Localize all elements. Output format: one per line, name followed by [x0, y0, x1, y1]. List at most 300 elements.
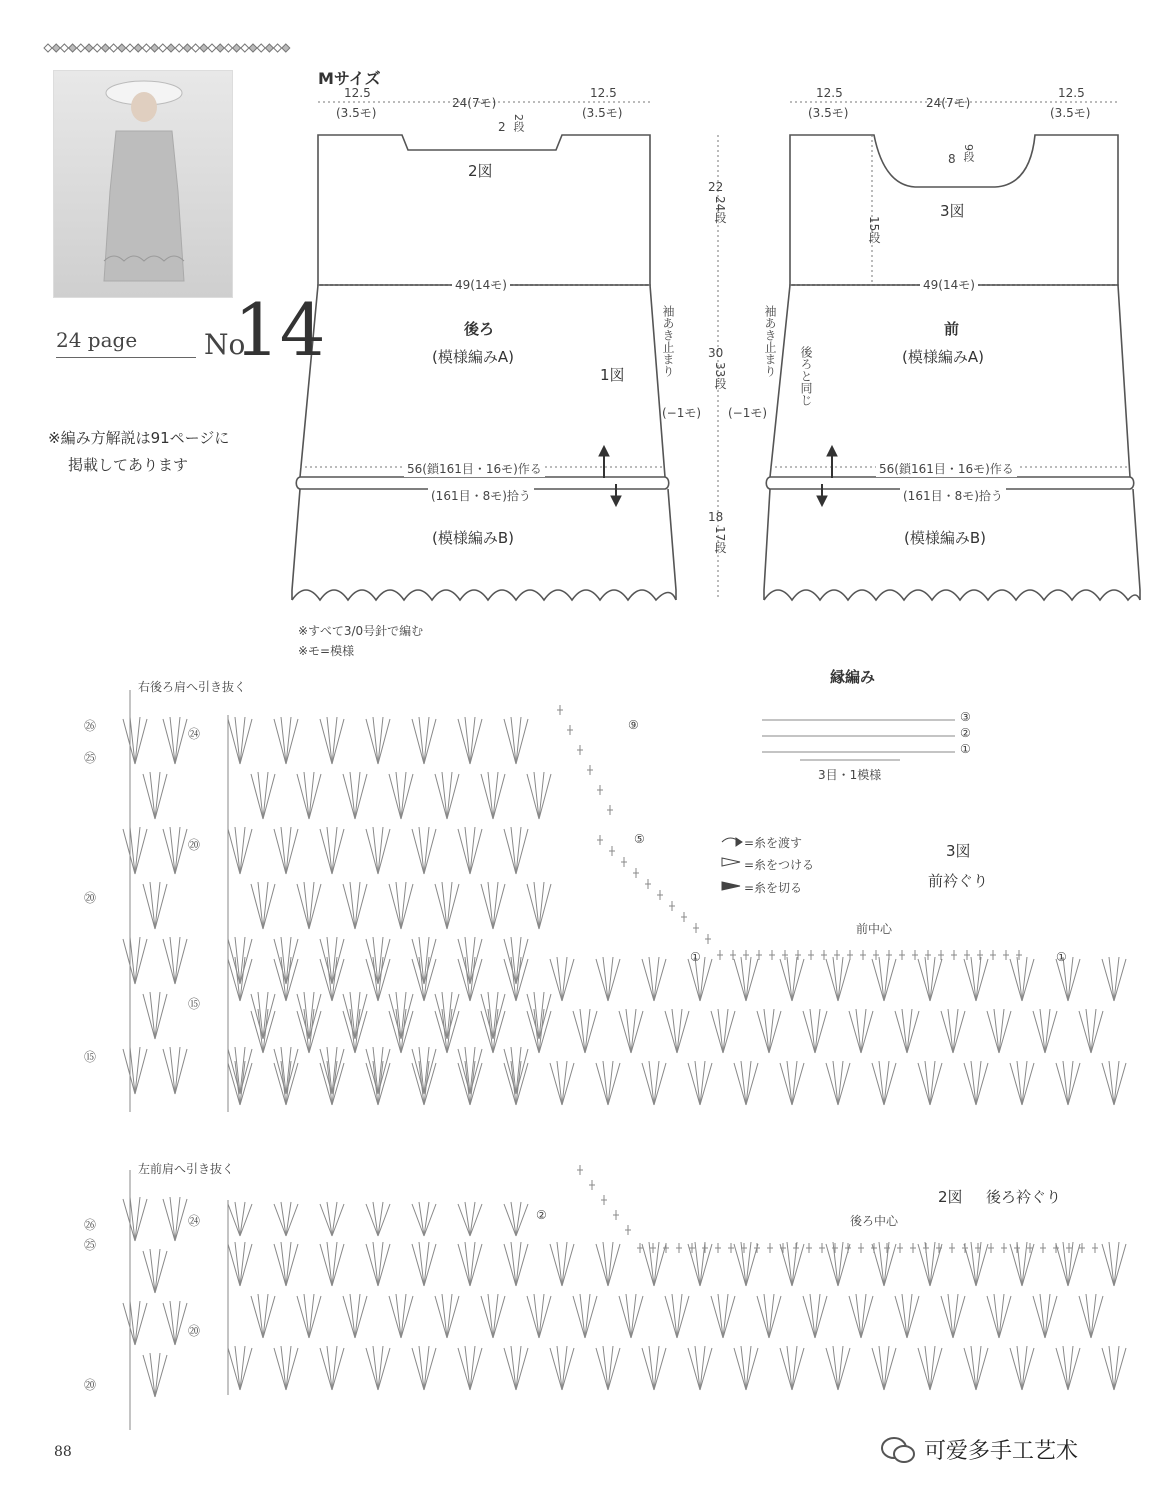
single-crochet-mark [962, 1243, 968, 1253]
front-width-right-mo: (3.5モ) [1050, 106, 1091, 120]
single-crochet-mark [951, 950, 957, 960]
body-height: 30 [708, 346, 724, 360]
single-crochet-mark [860, 950, 866, 960]
stitch-fan [642, 1346, 666, 1390]
border-diamond [192, 44, 200, 52]
border-diamond [126, 44, 134, 52]
stitch-fan [734, 957, 758, 1001]
stitch-fan [320, 1202, 344, 1236]
single-crochet-mark [1003, 950, 1009, 960]
stitch-fan [964, 957, 988, 1001]
stitch-fan [251, 992, 275, 1039]
stitch-fan [665, 1009, 689, 1053]
border-diamond [151, 44, 159, 52]
stitch-fan [527, 772, 551, 819]
back-pattern-a: (模様編みA) [432, 348, 514, 366]
single-crochet-mark [657, 890, 663, 900]
stitch-fan [274, 1202, 298, 1236]
stitch-fan [757, 1009, 781, 1053]
front-neck-rows: 9段 [962, 144, 975, 162]
fig2-mark-2: ② [536, 1208, 547, 1222]
stitch-fan [366, 717, 390, 764]
decorative-border [44, 44, 290, 52]
single-crochet-mark [847, 950, 853, 960]
single-crochet-mark [988, 1243, 994, 1253]
stitch-fan [163, 1197, 187, 1241]
front-chain: 56(鎖161目・16モ)作る [876, 460, 1017, 477]
border-diamond [159, 44, 167, 52]
edging-repeat: 3目・1模様 [818, 768, 882, 782]
stitch-fan [435, 1294, 459, 1338]
stitch-fan [274, 937, 298, 984]
stitch-fan [458, 1061, 482, 1105]
single-crochet-mark [795, 950, 801, 960]
border-diamond [175, 44, 183, 52]
stitch-fan [918, 1061, 942, 1105]
fig3-center: 前中心 [856, 922, 893, 936]
single-crochet-mark [597, 835, 603, 845]
back-chain: 56(鎖161目・16モ)作る [404, 460, 545, 477]
stitch-fan [481, 992, 505, 1039]
border-diamond [110, 44, 118, 52]
single-crochet-mark [607, 805, 613, 815]
stitch-fan [734, 1346, 758, 1390]
stitch-fan [228, 937, 252, 984]
single-crochet-mark [587, 765, 593, 775]
stitch-fan [1102, 1346, 1126, 1390]
fig3-subtitle: 前衿ぐり [928, 872, 989, 890]
stitch-fan [504, 1346, 528, 1390]
model-figure [54, 71, 232, 297]
single-crochet-mark [767, 1243, 773, 1253]
stitch-fan [458, 957, 482, 1001]
stitch-fan [711, 1009, 735, 1053]
stitch-fan [123, 717, 147, 764]
border-diamond [208, 44, 216, 52]
stitch-fan [123, 827, 147, 874]
stitch-fan [550, 957, 574, 1001]
single-crochet-mark [938, 950, 944, 960]
stitch-fan [435, 992, 459, 1039]
border-diamond [200, 44, 208, 52]
stitch-fan [527, 1009, 551, 1053]
border-diamond [77, 44, 85, 52]
back-title: 後ろ [464, 320, 495, 338]
front-width-mid: 24(7モ) [926, 96, 971, 110]
stitch-fan [389, 772, 413, 819]
pattern-number: 14 [234, 288, 326, 372]
single-crochet-mark [780, 1243, 786, 1253]
stitch-fan [320, 937, 344, 984]
stitch-fan [412, 1242, 436, 1286]
single-crochet-mark [730, 950, 736, 960]
stitch-fan [550, 1061, 574, 1105]
stitch-fan [343, 1294, 367, 1338]
stitch-fan [320, 827, 344, 874]
stitch-fan [366, 957, 390, 1001]
stitch-fan [596, 1242, 620, 1286]
fig2-ref: 2図 [468, 162, 493, 180]
single-crochet-mark [589, 1180, 595, 1190]
single-crochet-mark [715, 1243, 721, 1253]
border-diamond [134, 44, 142, 52]
stitch-fan [228, 1047, 252, 1094]
single-crochet-mark [1092, 1243, 1098, 1253]
note-line1: ※編み方解説は91ページに [48, 429, 230, 447]
stitch-fan [504, 937, 528, 984]
watermark-text: 可爱多手工艺术 [924, 1439, 1079, 1464]
stitch-fan [1102, 957, 1126, 1001]
stitch-fan [251, 1294, 275, 1338]
stitch-fan [297, 1294, 321, 1338]
stitch-fan [389, 992, 413, 1039]
single-crochet-mark [834, 950, 840, 960]
fig2-row-25: ㉕ [84, 1238, 97, 1252]
single-crochet-mark [897, 1243, 903, 1253]
stitch-fan [1102, 1242, 1126, 1286]
stitch-fan [143, 992, 167, 1039]
edging-row-3: ③ [960, 710, 971, 724]
stitch-fan [780, 1061, 804, 1105]
stitch-fan [412, 1061, 436, 1105]
fig3-row-15-right: ⑮ [188, 997, 201, 1011]
minus-left: (−1モ) [662, 406, 702, 420]
stitch-fan [228, 1202, 252, 1236]
stitch-fan [573, 1294, 597, 1338]
stitch-fan [228, 717, 252, 764]
single-crochet-mark [705, 934, 711, 944]
stitch-fan [389, 1294, 413, 1338]
stitch-fan [412, 1346, 436, 1390]
border-diamond [142, 44, 150, 52]
stitch-fan [1010, 1061, 1034, 1105]
stitch-fan [872, 957, 896, 1001]
note-needle: ※すべて3/0号針で編む [298, 624, 424, 638]
stitch-fan [642, 1242, 666, 1286]
stitch-fan [274, 957, 298, 1001]
fig3-row-15-left: ⑮ [84, 1050, 97, 1064]
back-pattern-b: (模様編みB) [432, 529, 514, 547]
stitch-fan [504, 1242, 528, 1286]
stitch-fan [143, 1249, 167, 1293]
stitch-fan [143, 772, 167, 819]
fig2-subtitle: 後ろ衿ぐり [986, 1188, 1062, 1206]
single-crochet-mark [936, 1243, 942, 1253]
border-diamond [85, 44, 93, 52]
border-diamond [249, 44, 257, 52]
stitch-fan [987, 1009, 1011, 1053]
front-width-left-mo: (3.5モ) [808, 106, 849, 120]
stitch-fan [274, 1047, 298, 1094]
single-crochet-mark [645, 879, 651, 889]
legend-attach: =糸をつける [744, 858, 815, 872]
stitch-fan [688, 1061, 712, 1105]
stitch-fan [849, 1009, 873, 1053]
back-width-right: 12.5 [590, 86, 617, 100]
stitch-fan [320, 957, 344, 1001]
single-crochet-mark [621, 857, 627, 867]
pattern-no-prefix: No [204, 328, 246, 361]
single-crochet-mark [676, 1243, 682, 1253]
stitch-fan [849, 1294, 873, 1338]
stitch-fan [573, 1009, 597, 1053]
border-diamond [274, 44, 282, 52]
border-diamond [233, 44, 241, 52]
page-ref-underline [56, 357, 196, 358]
single-crochet-mark [821, 950, 827, 960]
stitch-fan [780, 957, 804, 1001]
fig2-title: 2図 [938, 1188, 963, 1206]
stitch-fan [941, 1294, 965, 1338]
stitch-fan [458, 1047, 482, 1094]
back-sleeve-stop: 袖あき止まり [661, 305, 675, 377]
single-crochet-mark [557, 705, 563, 715]
border-diamond [101, 44, 109, 52]
stitch-fan [757, 1294, 781, 1338]
note-mo: ※モ=模様 [298, 644, 355, 658]
back-pickup: (161目・8モ)拾う [428, 487, 534, 504]
edging-chart [762, 720, 955, 760]
single-crochet-mark [793, 1243, 799, 1253]
front-upper-rows: 15段 [867, 216, 881, 244]
stitch-fan [780, 1346, 804, 1390]
single-crochet-mark [1014, 1243, 1020, 1253]
front-chest: 49(14モ) [920, 276, 978, 293]
stitch-fan [366, 1346, 390, 1390]
single-crochet-mark [597, 785, 603, 795]
stitch-fan [527, 882, 551, 929]
stitch-fan [895, 1294, 919, 1338]
single-crochet-mark [964, 950, 970, 960]
single-crochet-mark [1001, 1243, 1007, 1253]
stitch-fan [964, 1242, 988, 1286]
stitch-fan [872, 1242, 896, 1286]
stitch-fan [366, 937, 390, 984]
stitch-fan [458, 1202, 482, 1236]
stitch-fan [596, 1061, 620, 1105]
stitch-fan [297, 1009, 321, 1053]
stitch-fan [412, 937, 436, 984]
single-crochet-mark [601, 1195, 607, 1205]
stitch-fan [780, 1242, 804, 1286]
stitch-fan [458, 827, 482, 874]
back-neck-depth: 2 [498, 120, 506, 134]
stitch-fan [941, 1009, 965, 1053]
border-diamond [282, 44, 290, 52]
size-label: Mサイズ [318, 69, 381, 88]
stitch-fan [918, 1242, 942, 1286]
single-crochet-mark [669, 901, 675, 911]
stitch-fan [481, 882, 505, 929]
stitch-fan [1079, 1009, 1103, 1053]
stitch-fan [826, 1242, 850, 1286]
fig3-pull-label: 右後ろ肩へ引き抜く [138, 680, 247, 694]
hem-height: 18 [708, 510, 724, 524]
stitch-fan [458, 1346, 482, 1390]
legend-marks [722, 838, 742, 890]
stitch-fan [642, 1061, 666, 1105]
yoke-rows: 24段 [713, 196, 727, 224]
fig3-ref: 3図 [940, 202, 965, 220]
stitch-fan [366, 1242, 390, 1286]
watermark [880, 1434, 1078, 1465]
single-crochet-mark [1066, 1243, 1072, 1253]
back-width-mid: 24(7モ) [452, 96, 497, 110]
single-crochet-mark [910, 1243, 916, 1253]
border-diamond [93, 44, 101, 52]
stitch-fan [504, 1202, 528, 1236]
front-width-right: 12.5 [1058, 86, 1085, 100]
stitch-fan [320, 717, 344, 764]
single-crochet-mark [577, 1165, 583, 1175]
fig3-title: 3図 [946, 842, 971, 860]
single-crochet-mark [756, 950, 762, 960]
stitch-fan [123, 937, 147, 984]
single-crochet-mark [728, 1243, 734, 1253]
stitch-fan [297, 772, 321, 819]
fig2-pull-label: 左前肩へ引き抜く [138, 1162, 235, 1176]
front-same-as-back: 後ろと同じ [799, 346, 813, 406]
stitch-fan [228, 1242, 252, 1286]
stitch-fan [274, 827, 298, 874]
stitch-fan [1010, 957, 1034, 1001]
hem-rows: 17段 [713, 526, 727, 554]
single-crochet-mark [990, 950, 996, 960]
back-neck-rows: 2段 [512, 114, 525, 132]
stitch-fan [274, 1242, 298, 1286]
stitch-fan [872, 1061, 896, 1105]
stitch-fan [343, 772, 367, 819]
stitch-fan [458, 1242, 482, 1286]
front-sleeve-stop: 袖あき止まり [763, 305, 777, 377]
stitch-fan [688, 1346, 712, 1390]
stitch-fan [343, 882, 367, 929]
single-crochet-mark [613, 1210, 619, 1220]
stitch-fan [504, 827, 528, 874]
legend-pass: =糸を渡す [744, 836, 803, 850]
border-diamond [44, 44, 52, 52]
stitch-fan [389, 882, 413, 929]
stitch-fan [1033, 1009, 1057, 1053]
stitch-fan [412, 1202, 436, 1236]
edging-row-1: ① [960, 742, 971, 756]
single-crochet-mark [923, 1243, 929, 1253]
stitch-fan [895, 1009, 919, 1053]
stitch-fan [734, 1061, 758, 1105]
stitch-fan [320, 1047, 344, 1094]
back-width-left: 12.5 [344, 86, 371, 100]
single-crochet-mark [625, 1225, 631, 1235]
stitch-fan [527, 1294, 551, 1338]
stitch-fan [1056, 1346, 1080, 1390]
stitch-fan [274, 1061, 298, 1105]
stitch-fan [619, 1294, 643, 1338]
fig3-row-20-right: ⑳ [188, 838, 201, 852]
stitch-fan [596, 1346, 620, 1390]
stitch-fan [826, 1061, 850, 1105]
stitch-fan [550, 1242, 574, 1286]
stitch-fan [366, 827, 390, 874]
fig3-row-20-left: ⑳ [84, 891, 97, 905]
single-crochet-mark [977, 950, 983, 960]
stitch-fan [123, 1301, 147, 1345]
front-neck-depth: 8 [948, 152, 956, 166]
stitch-fan [320, 1242, 344, 1286]
single-crochet-mark [702, 1243, 708, 1253]
edging-title: 縁編み [830, 668, 876, 686]
border-diamond [216, 44, 224, 52]
back-width-left-mo: (3.5モ) [336, 106, 377, 120]
stitch-fan [163, 1301, 187, 1345]
border-diamond [224, 44, 232, 52]
stitch-fan [1010, 1346, 1034, 1390]
edging-row-2: ② [960, 726, 971, 740]
stitch-fan [1102, 1061, 1126, 1105]
fig3-row-26: ㉖ [84, 719, 97, 733]
fig2-center: 後ろ中心 [850, 1214, 899, 1228]
border-diamond [118, 44, 126, 52]
stitch-fan [366, 1047, 390, 1094]
single-crochet-mark [899, 950, 905, 960]
stitch-fan [665, 1294, 689, 1338]
stitch-fan [366, 1202, 390, 1236]
stitch-fan [228, 827, 252, 874]
fig3-row-24: ㉔ [188, 727, 201, 741]
stitch-fan [274, 1346, 298, 1390]
border-diamond [52, 44, 60, 52]
single-crochet-mark [858, 1243, 864, 1253]
stitch-fan [412, 827, 436, 874]
stitch-fan [274, 717, 298, 764]
border-diamond [241, 44, 249, 52]
fig3-row-25: ㉕ [84, 751, 97, 765]
model-photo [53, 70, 233, 298]
border-diamond [257, 44, 265, 52]
stitch-fan [389, 1009, 413, 1053]
stitch-fan [504, 1061, 528, 1105]
stitch-fan [964, 1061, 988, 1105]
stitch-fan [143, 1353, 167, 1397]
stitch-fan [228, 1061, 252, 1105]
back-width-right-mo: (3.5モ) [582, 106, 623, 120]
note-line2: 掲載してあります [68, 456, 189, 474]
front-title: 前 [944, 320, 960, 338]
single-crochet-mark [633, 868, 639, 878]
stitch-fan [711, 1294, 735, 1338]
stitch-fan [964, 1346, 988, 1390]
stitch-fan [504, 957, 528, 1001]
fig2-row-26: ㉖ [84, 1218, 97, 1232]
fig2-row-24: ㉔ [188, 1214, 201, 1228]
stitch-fan [123, 1047, 147, 1094]
fig2-stitch-chart [123, 1165, 1126, 1430]
fig3-mark-5: ⑤ [634, 832, 645, 846]
single-crochet-mark [1040, 1243, 1046, 1253]
stitch-fan [619, 1009, 643, 1053]
wechat-icon [880, 1435, 916, 1465]
stitch-fan [527, 992, 551, 1039]
stitch-fan [481, 772, 505, 819]
single-crochet-mark [681, 912, 687, 922]
single-crochet-mark [819, 1243, 825, 1253]
front-pickup: (161目・8モ)拾う [900, 487, 1006, 504]
fig3-mark-9: ⑨ [628, 718, 639, 732]
stitch-fan [596, 957, 620, 1001]
border-diamond [265, 44, 273, 52]
single-crochet-mark [577, 745, 583, 755]
stitch-fan [297, 992, 321, 1039]
stitch-fan [228, 1346, 252, 1390]
